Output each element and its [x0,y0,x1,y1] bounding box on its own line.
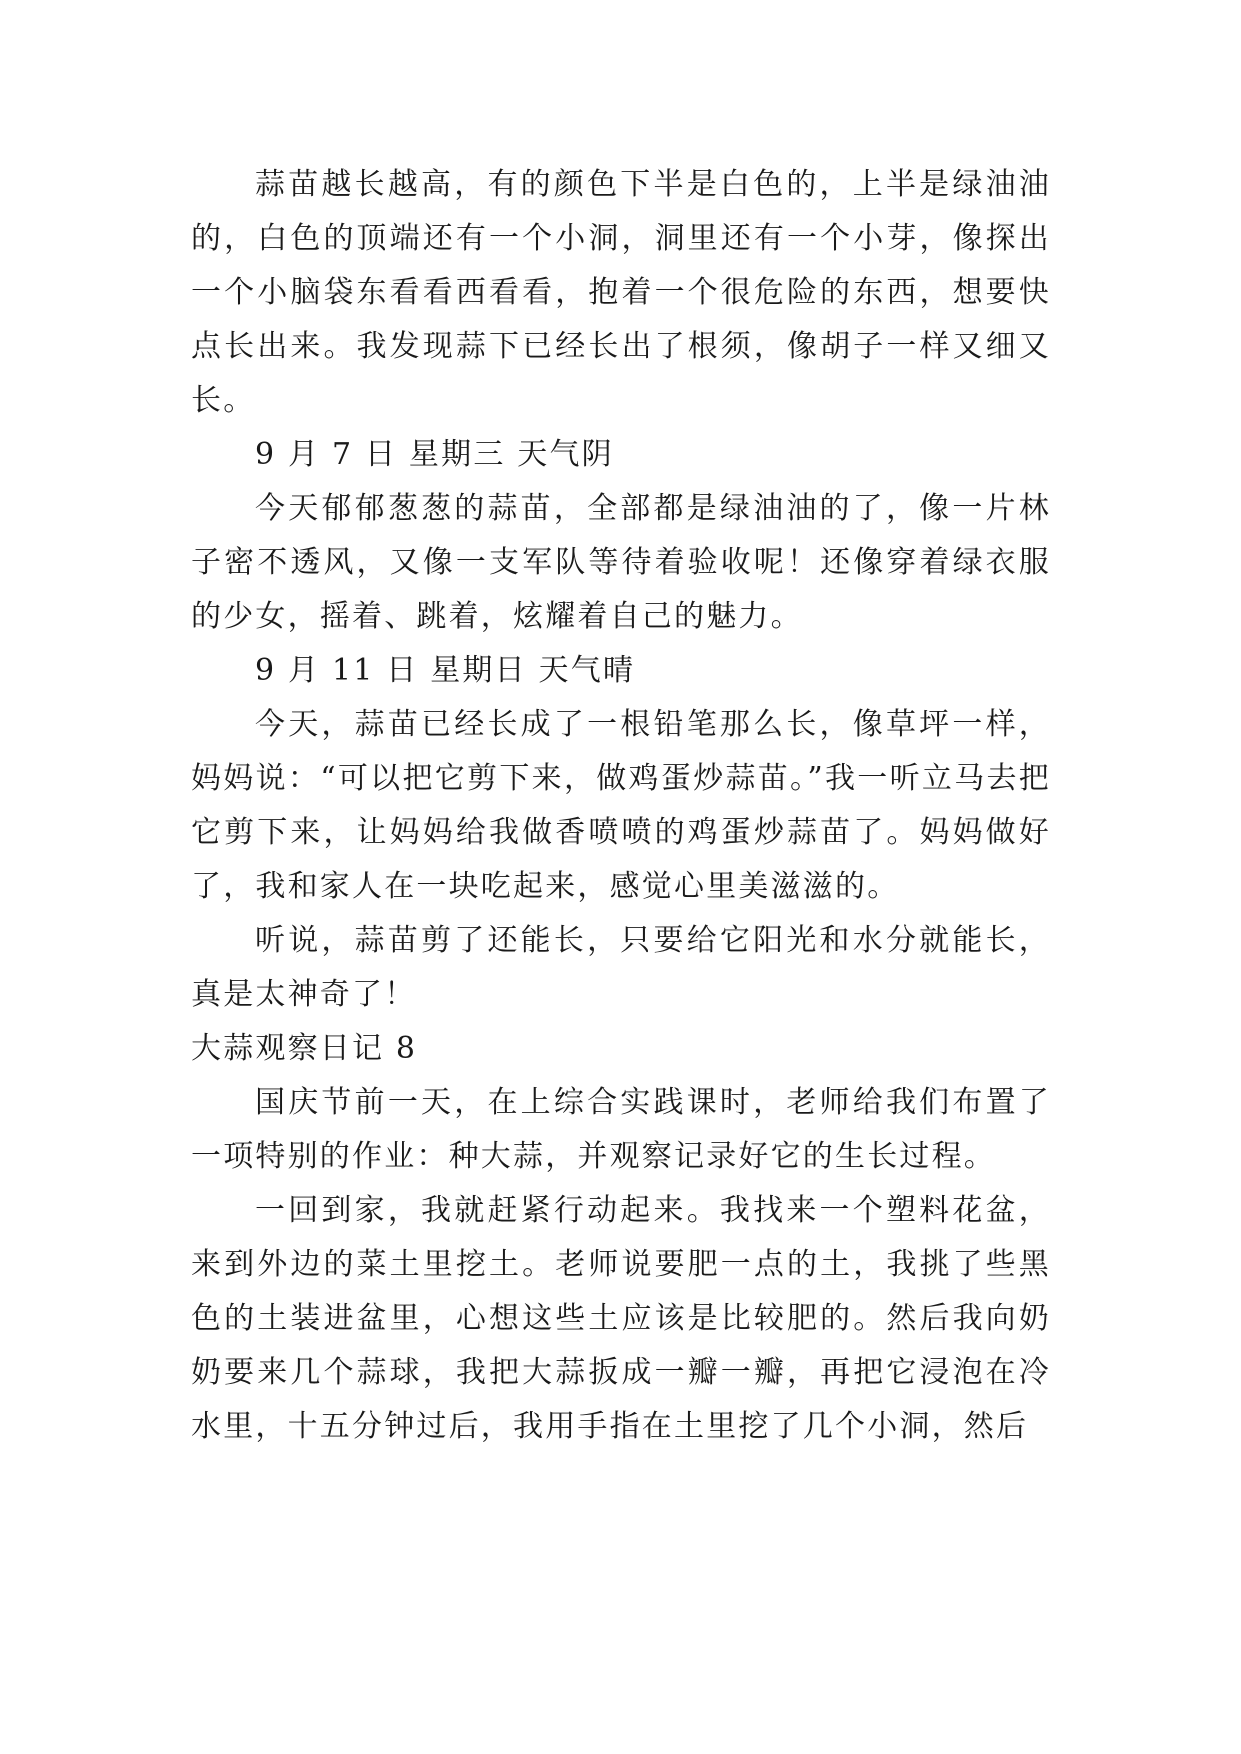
paragraph-lush-sprouts: 今天郁郁葱葱的蒜苗，全部都是绿油油的了，像一片林子密不透风，又像一支军队等待着验收呢！还像穿着绿衣服的少女，摇着、跳着，炫耀着自己的魅力。 [191,491,1051,634]
paragraph-cut-sprouts: 今天，蒜苗已经长成了一根铅笔那么长，像草坪一样，妈妈说：“可以把它剪下来，做鸡蛋炒蒜苗。”我一听立马去把它剪下来，让妈妈给我做香喷喷的鸡蛋炒蒜苗了。妈妈做好了，我和家人在一块吃起来，感觉心里美滋滋的。 [191,707,1051,904]
diary-date-sep-11: 9 月 11 日 星期日 天气晴 [255,653,636,688]
paragraph-garlic-sprout-growth: 蒜苗越长越高，有的颜色下半是白色的，上半是绿油油的，白色的顶端还有一个小洞，洞里还有一个小芽，像探出一个小脑袋东看看西看看，抱着一个很危险的东西，想要快点长出来。我发现蒜下已经长出了根须，像胡子一样又细又长。 [191,167,1051,418]
paragraph-planting: 一回到家，我就赶紧行动起来。我找来一个塑料花盆，来到外边的菜土里挖土。老师说要肥一点的土，我挑了些黑色的土装进盆里，心想这些土应该是比较肥的。然后我向奶奶要来几个蒜球，我把大蒜扳成一瓣一瓣，再把它浸泡在冷水里，十五分钟过后，我用手指在土里挖了几个小洞，然后 [191,1193,1051,1444]
document-body [191,158,1051,1454]
section-heading-diary-8: 大蒜观察日记 8 [191,1031,418,1066]
paragraph-regrow: 听说，蒜苗剪了还能长，只要给它阳光和水分就能长，真是太神奇了！ [191,923,1051,1012]
paragraph-assignment: 国庆节前一天，在上综合实践课时，老师给我们布置了一项特别的作业：种大蒜，并观察记录好它的生长过程。 [191,1085,1051,1174]
diary-date-sep-7: 9 月 7 日 星期三 天气阴 [255,437,614,472]
